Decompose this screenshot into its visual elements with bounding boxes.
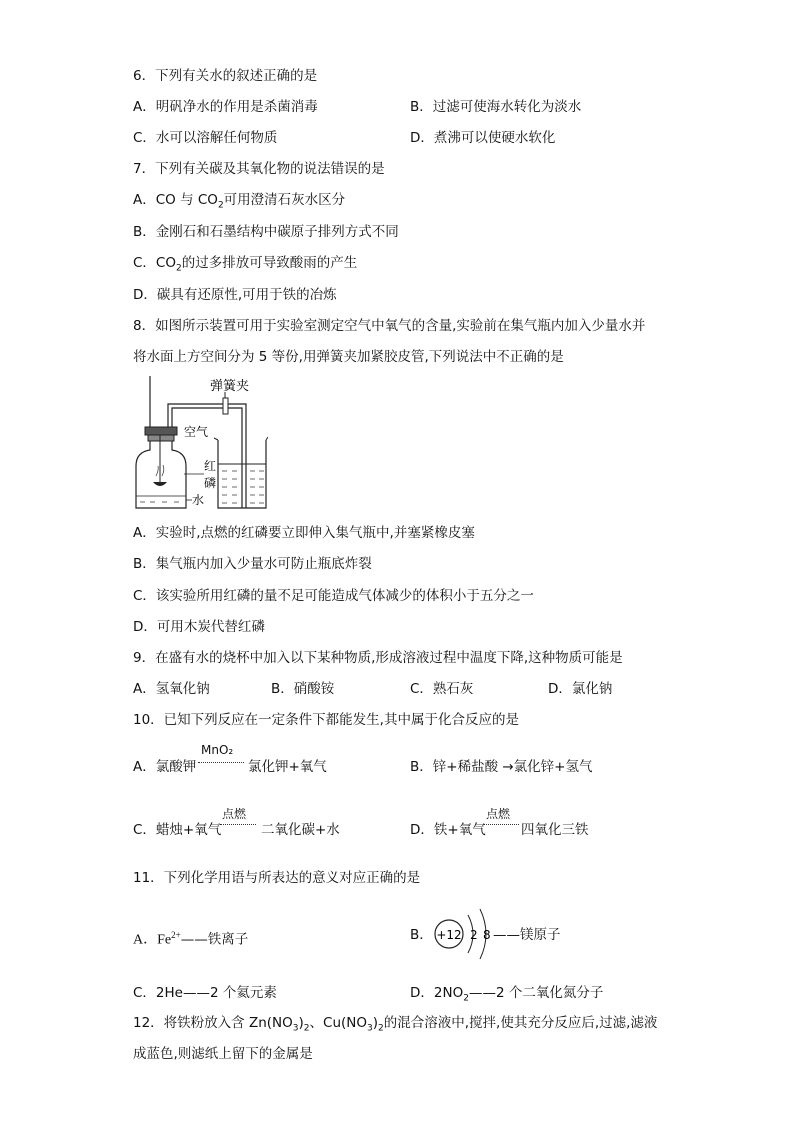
q10-option-a-left: A．氯酸钾 bbox=[133, 759, 197, 775]
oxygen-apparatus-figure bbox=[128, 374, 268, 516]
q12-stem-line1: 12．将铁粉放入含 $Zn(NO_3)_2$、$Cu(NO_3)_2$的混合溶液中,搅拌,使其充分反应后,过滤,滤液 bbox=[133, 1015, 658, 1034]
q11-option-a: A．$Fe^{2+}——$铁离子 bbox=[133, 930, 249, 948]
q7-stem: 7．下列有关碳及其氧化物的说法错误的是 bbox=[133, 161, 385, 177]
q6-option-d: D．煮沸可以使硬水软化 bbox=[410, 130, 556, 146]
q9-stem: 9．在盛有水的烧杯中加入以下某种物质,形成溶液过程中温度下降,这种物质可能是 bbox=[133, 650, 623, 666]
q10-option-d-right: 四氧化三铁 bbox=[521, 822, 589, 838]
q11-option-c: C．2He——2 个氦元素 bbox=[133, 985, 277, 1001]
nucleus-charge: +12 bbox=[436, 928, 462, 942]
q8-option-b: B．集气瓶内加入少量水可防止瓶底炸裂 bbox=[133, 556, 372, 572]
q11-option-b-text: ——镁原子 bbox=[493, 927, 561, 943]
clamp-label: 弹簧夹 bbox=[210, 379, 250, 394]
q10-option-c-right: 二氧化碳+水 bbox=[261, 822, 340, 838]
q10-option-a-arrow bbox=[198, 762, 244, 763]
red-phosphorus-label-1: 红 bbox=[204, 459, 217, 473]
q8-option-d: D．可用木炭代替红磷 bbox=[133, 619, 265, 635]
air-label: 空气 bbox=[184, 425, 209, 439]
q12-stem-line2: 成蓝色,则滤纸上留下的金属是 bbox=[133, 1046, 313, 1062]
q6-stem: 6．下列有关水的叙述正确的是 bbox=[133, 68, 318, 84]
q10-option-a-right: 氯化钾+氧气 bbox=[248, 759, 327, 775]
q10-stem: 10．已知下列反应在一定条件下都能发生,其中属于化合反应的是 bbox=[133, 712, 519, 728]
q6-option-c: C．水可以溶解任何物质 bbox=[133, 130, 278, 146]
q8-option-c: C．该实验所用红磷的量不足可能造成气体减少的体积小于五分之一 bbox=[133, 588, 534, 604]
q9-option-d: D．氯化钠 bbox=[548, 681, 613, 697]
q10-option-c-left: C．蜡烛+氧气 bbox=[133, 822, 222, 838]
q11-option-b-label: B． bbox=[410, 927, 433, 943]
q9-option-a: A．氢氧化钠 bbox=[133, 681, 210, 697]
water-label: 水 bbox=[192, 493, 205, 507]
q10-option-c-arrow bbox=[220, 824, 256, 825]
q8-stem-line1: 8．如图所示装置可用于实验室测定空气中氧气的含量,实验前在集气瓶内加入少量水并 bbox=[133, 318, 646, 334]
shell-2-electrons: 8 bbox=[483, 928, 491, 942]
q8-option-a: A．实验时,点燃的红磷要立即伸入集气瓶中,并塞紧橡皮塞 bbox=[133, 525, 475, 541]
q7-option-a: A．CO 与 $CO_2$可用澄清石灰水区分 bbox=[133, 192, 346, 211]
q10-option-d-condition: 点燃 bbox=[486, 807, 511, 821]
red-phosphorus-label-2: 磷 bbox=[204, 476, 217, 490]
shell-1-electrons: 2 bbox=[470, 928, 478, 942]
q10-option-d-left: D．铁+氧气 bbox=[410, 822, 486, 838]
q10-option-c-condition: 点燃 bbox=[222, 807, 247, 821]
q10-option-d-arrow bbox=[483, 824, 519, 825]
q10-option-a-condition: MnO₂ bbox=[201, 743, 234, 757]
q9-option-b: B．硝酸铵 bbox=[271, 681, 335, 697]
q11-stem: 11．下列化学用语与所表达的意义对应正确的是 bbox=[133, 870, 421, 886]
q8-stem-line2: 将水面上方空间分为 5 等份,用弹簧夹加紧胶皮管,下列说法中不正确的是 bbox=[133, 349, 564, 365]
q9-option-c: C．熟石灰 bbox=[410, 681, 474, 697]
q7-option-c: C．$CO_2$的过多排放可导致酸雨的产生 bbox=[133, 255, 358, 274]
q11-option-d: D．$2NO_2——2$ 个二氧化氮分子 bbox=[410, 985, 604, 1004]
q10-option-b: B．锌+稀盐酸 →氯化锌+氢气 bbox=[410, 759, 593, 775]
q7-option-b: B．金刚石和石墨结构中碳原子排列方式不同 bbox=[133, 224, 399, 240]
q6-option-b: B．过滤可使海水转化为淡水 bbox=[410, 99, 582, 115]
q7-option-d: D．碳具有还原性,可用于铁的冶炼 bbox=[133, 287, 337, 303]
q6-option-a: A．明矾净水的作用是杀菌消毒 bbox=[133, 99, 318, 115]
